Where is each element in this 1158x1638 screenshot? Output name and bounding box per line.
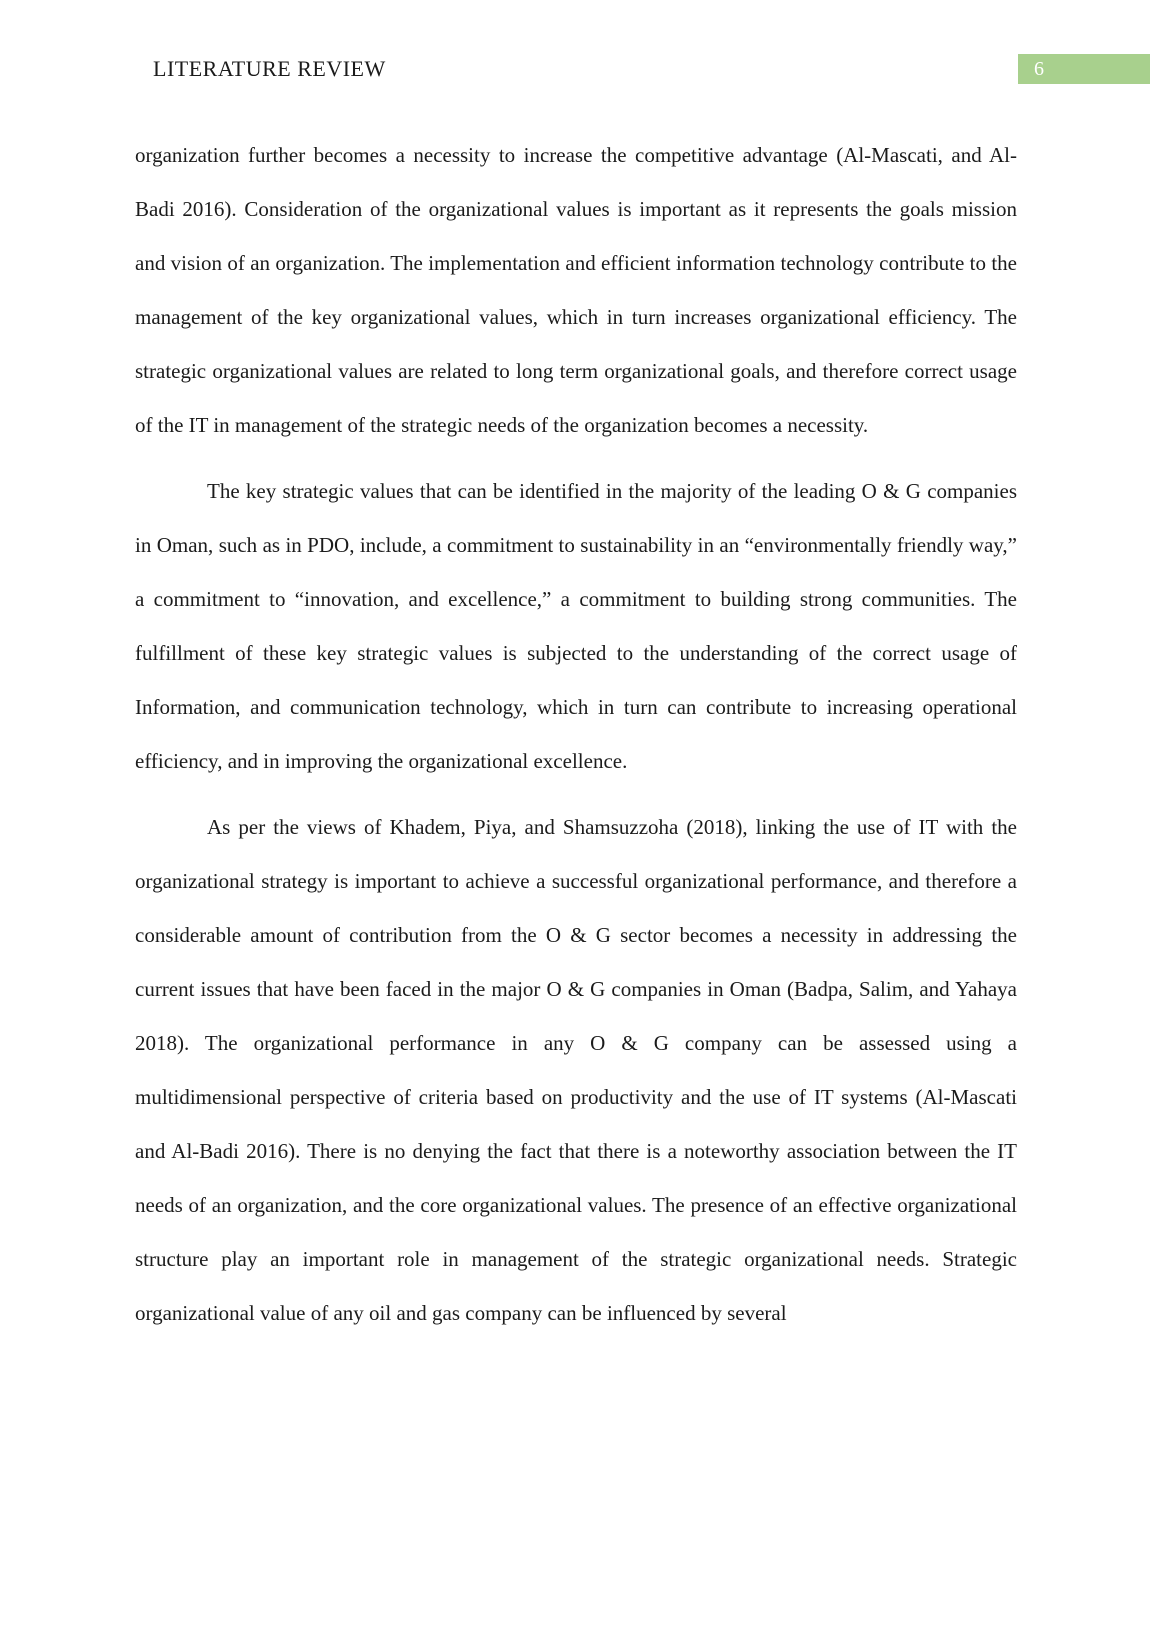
page-header [153,52,1150,86]
header-title: LITERATURE REVIEW [153,56,386,81]
paragraph: As per the views of Khadem, Piya, and Shamsuzzoha (2018), linking the use of IT with the organizational strategy is important to achieve a successful organizational performance, and therefore a considerable amount of contribution from the O & G sector becomes a necessity in addressing the current issues that have been faced in the major O & G companies in Oman (Badpa, Salim, and Yahaya 2018). The organizational performance in any O & G company can be assessed using a multidimensional perspective of criteria based on productivity and the use of IT systems (Al-Mascati and Al-Badi 2016). There is no denying the fact that there is a noteworthy association between the IT needs of an organization, and the core organizational values. The presence of an effective organizational structure play an important role in management of the strategic organizational needs. Strategic organizational value of any oil and gas company can be influenced by several [135,815,1017,1325]
page-number-badge [1018,54,1150,84]
page-number: 6 [1034,57,1044,80]
paragraph: The key strategic values that can be identified in the majority of the leading O & G companies in Oman, such as in PDO, include, a commitment to sustainability in an “environmentally friendly way,” a commitment to “innovation, and excellence,” a commitment to building strong communities. The fulfillment of these key strategic values is subjected to the understanding of the correct usage of Information, and communication technology, which in turn can contribute to increasing operational efficiency, and in improving the organizational excellence. [135,479,1017,773]
document-body [135,128,1017,1352]
paragraph: organization further becomes a necessity to increase the competitive advantage (Al-Mascati, and Al-Badi 2016). Consideration of the organizational values is important as it represents the goals mission and vision of an organization. The implementation and efficient information technology contribute to the management of the key organizational values, which in turn increases organizational efficiency. The strategic organizational values are related to long term organizational goals, and therefore correct usage of the IT in management of the strategic needs of the organization becomes a necessity. [135,143,1017,437]
